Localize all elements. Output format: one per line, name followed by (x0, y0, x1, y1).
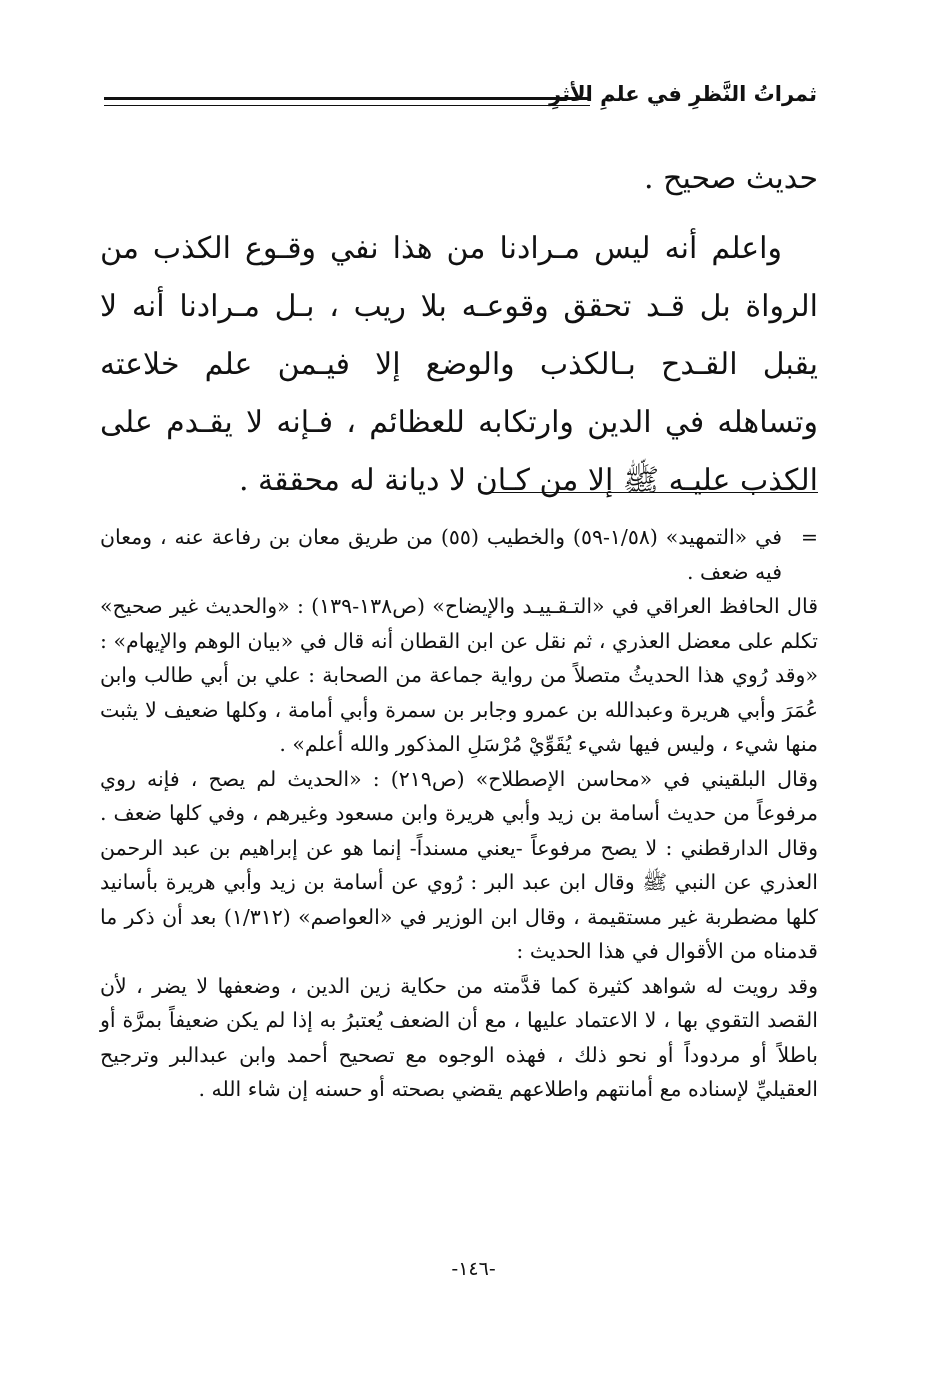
footnote-paragraph: وقد رويت له شواهد كثيرة كما قدَّمته من حكاية زين الدين ، وضعفها لا يضر ، لأن القصد التقوي بها ، لا الاعتماد عليها ، مع أن الضعف يُعتبرُ به إذا لم يكن ضعيفاً بمرَّة أو باطلاً أو مردوداً أو نحو ذلك ، فهذه الوجوه مع تصحيح أحمد وابن عبدالبر وترجيح العقيليِّ لإسناده مع أمانتهم واطلاعهم يقضي بصحته أو حسنه إن شاء الله . (100, 973, 818, 1101)
header-rule-thin (104, 105, 590, 106)
main-paragraph: واعلم أنه ليس مـرادنا من هذا نفي وقـوع الكذب من الرواة بل قـد تحقق وقوعـه بلا ريب ، بـل مـرادنا أنه لا يقبل القـدح بـالكذب والوضع إلا فيـمن علم خلاعته وتساهله في الدين وارتكابه للعظائم ، فـإنه لا يقـدم على الكذب عليـه ﷺ إلا من كـان لا ديانة له محققة . (100, 231, 818, 498)
footnote-paragraph: قال الحافظ العراقي في «التـقـييـد والإيضاح» (ص١٣٨-١٣٩) : «والحديث غير صحيح» تكلم على معضل العذري ، ثم نقل عن ابن القطان أنه قال في «بيان الوهم والإيهام» : «وقد رُوي هذا الحديثُ متصلاً من رواية جماعة من الصحابة : علي بن أبي طالب وابن عُمَرَ وأبي هريرة وعبدالله بن عمرو وجابر بن سمرة وأبي أمامة ، وكلها ضعيف لا يثبت منها شيء ، وليس فيها شيء يُقَوِّيْ مُرْسَلِ المذكور والله أعلم» . (100, 594, 818, 756)
footnotes (100, 520, 818, 1107)
main-text (100, 150, 818, 510)
footnote-text: في «التمهيد» (١/٥٨-٥٩) والخطيب (٥٥) من طريق معان بن رفاعة عنه ، ومعان فيه ضعف . (100, 525, 782, 584)
page-number: -١٤٦- (451, 1258, 496, 1280)
header-rule-thick (104, 97, 590, 100)
footnote-continuation-marker: = (800, 525, 818, 549)
main-paragraph: حديث صحيح . (644, 161, 818, 196)
footnote-separator (490, 492, 818, 493)
footnote-paragraph (100, 520, 818, 589)
footnote-paragraph: وقال البلقيني في «محاسن الإصطلاح» (ص٢١٩) : «الحديث لم يصح ، فإنه روي مرفوعاً من حديث أسامة بن زيد وأبي هريرة وابن مسعود وغيرهم ، وفي كلها ضعف . وقال الدارقطني : لا يصح مرفوعاً -يعني مسنداً- إنما هو عن إبراهيم بن عبد الرحمن العذري عن النبي ﷺ وقال ابن عبد البر : رُوي عن أسامة بن زيد وأبي هريرة بأسانيد كلها مضطربة غير مستقيمة ، وقال ابن الوزير في «العواصم» (١/٣١٢) بعد أن ذكر ما قدمناه من الأقوال في هذا الحديث : (100, 766, 819, 963)
running-header: ثمراتُ النَّظرِ في علمِ الأثرِ (549, 82, 817, 106)
